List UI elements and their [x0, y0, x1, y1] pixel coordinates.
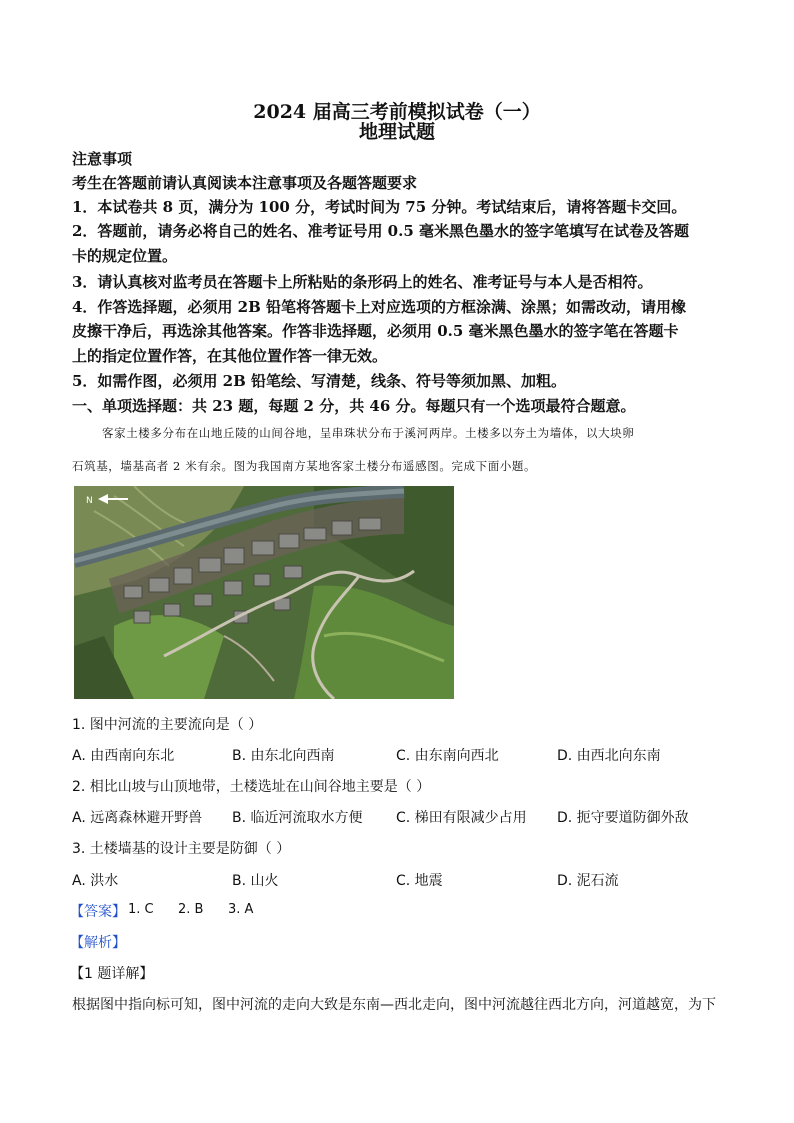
option-b: B. 由东北向西南: [232, 748, 335, 764]
answer-label: 【答案】: [70, 904, 126, 920]
option-d: D. 扼守要道防御外敌: [557, 810, 689, 826]
question-stem: 3. 土楼墙基的设计主要是防御（ ）: [72, 841, 291, 857]
analysis-text: 根据图中指向标可知，图中河流的走向大致是东南—西北走向，图中河流越往西北方向，河道越宽，为下: [72, 997, 716, 1013]
option-d: D. 泥石流: [557, 873, 619, 889]
answer-value: 1. C: [128, 902, 154, 917]
north-label: N: [86, 496, 93, 506]
notice-line: 皮擦干净后，再选涂其他答案。作答非选择题，必须用 0.5 毫米黑色墨水的签字笔在答题卡: [72, 322, 679, 340]
notice-line: 2．答题前，请务必将自己的姓名、准考证号用 0.5 毫米黑色墨水的签字笔填写在试卷及答题: [72, 222, 689, 240]
detail-label: 【1 题详解】: [70, 966, 154, 982]
section-heading: 一、单项选择题：共 23 题，每题 2 分，共 46 分。每题只有一个选项最符合题意。: [72, 397, 636, 415]
notice-intro: 考生在答题前请认真阅读本注意事项及各题答题要求: [72, 174, 418, 192]
material-line: 客家土楼多分布在山地丘陵的山间谷地，呈串珠状分布于溪河两岸。土楼多以夯土为墙体，以大块卵: [102, 426, 635, 440]
notice-line: 1．本试卷共 8 页，满分为 100 分，考试时间为 75 分钟。考试结束后，请将答题卡交回。: [72, 198, 687, 216]
option-c: C. 由东南向西北: [396, 748, 499, 764]
notice-line: 上的指定位置作答，在其他位置作答一律无效。: [72, 347, 388, 365]
paper-title: 2024 届高三考前模拟试卷（一）: [253, 101, 541, 123]
answer-value: 2. B: [178, 902, 204, 917]
paper-subject: 地理试题: [358, 121, 435, 143]
answer-value: 3. A: [228, 902, 254, 917]
analysis-label: 【解析】: [70, 935, 126, 951]
option-a: A. 远离森林避开野兽: [72, 810, 203, 826]
option-b: B. 临近河流取水方便: [232, 810, 363, 826]
question-stem: 2. 相比山坡与山顶地带，土楼选址在山间谷地主要是（ ）: [72, 779, 431, 795]
notice-line: 5．如需作图，必须用 2B 铅笔绘、写清楚，线条、符号等须加黑、加粗。: [72, 372, 566, 390]
notice-heading: 注意事项: [72, 150, 133, 168]
option-b: B. 山火: [232, 873, 279, 889]
option-a: A. 由西南向东北: [72, 748, 175, 764]
notice-line: 4．作答选择题，必须用 2B 铅笔将答题卡上对应选项的方框涂满、涂黑；如需改动，请用橡: [72, 298, 687, 316]
option-c: C. 地震: [396, 873, 443, 889]
option-d: D. 由西北向东南: [557, 748, 661, 764]
remote-sensing-image: [74, 486, 454, 699]
notice-line: 卡的规定位置。: [72, 247, 178, 265]
material-line: 石筑基，墙基高者 2 米有余。图为我国南方某地客家土楼分布遥感图。完成下面小题。: [72, 459, 537, 473]
question-stem: 1. 图中河流的主要流向是（ ）: [72, 717, 263, 733]
option-a: A. 洪水: [72, 873, 119, 889]
option-c: C. 梯田有限减少占用: [396, 810, 527, 826]
notice-line: 3．请认真核对监考员在答题卡上所粘贴的条形码上的姓名、准考证号与本人是否相符。: [72, 273, 653, 291]
